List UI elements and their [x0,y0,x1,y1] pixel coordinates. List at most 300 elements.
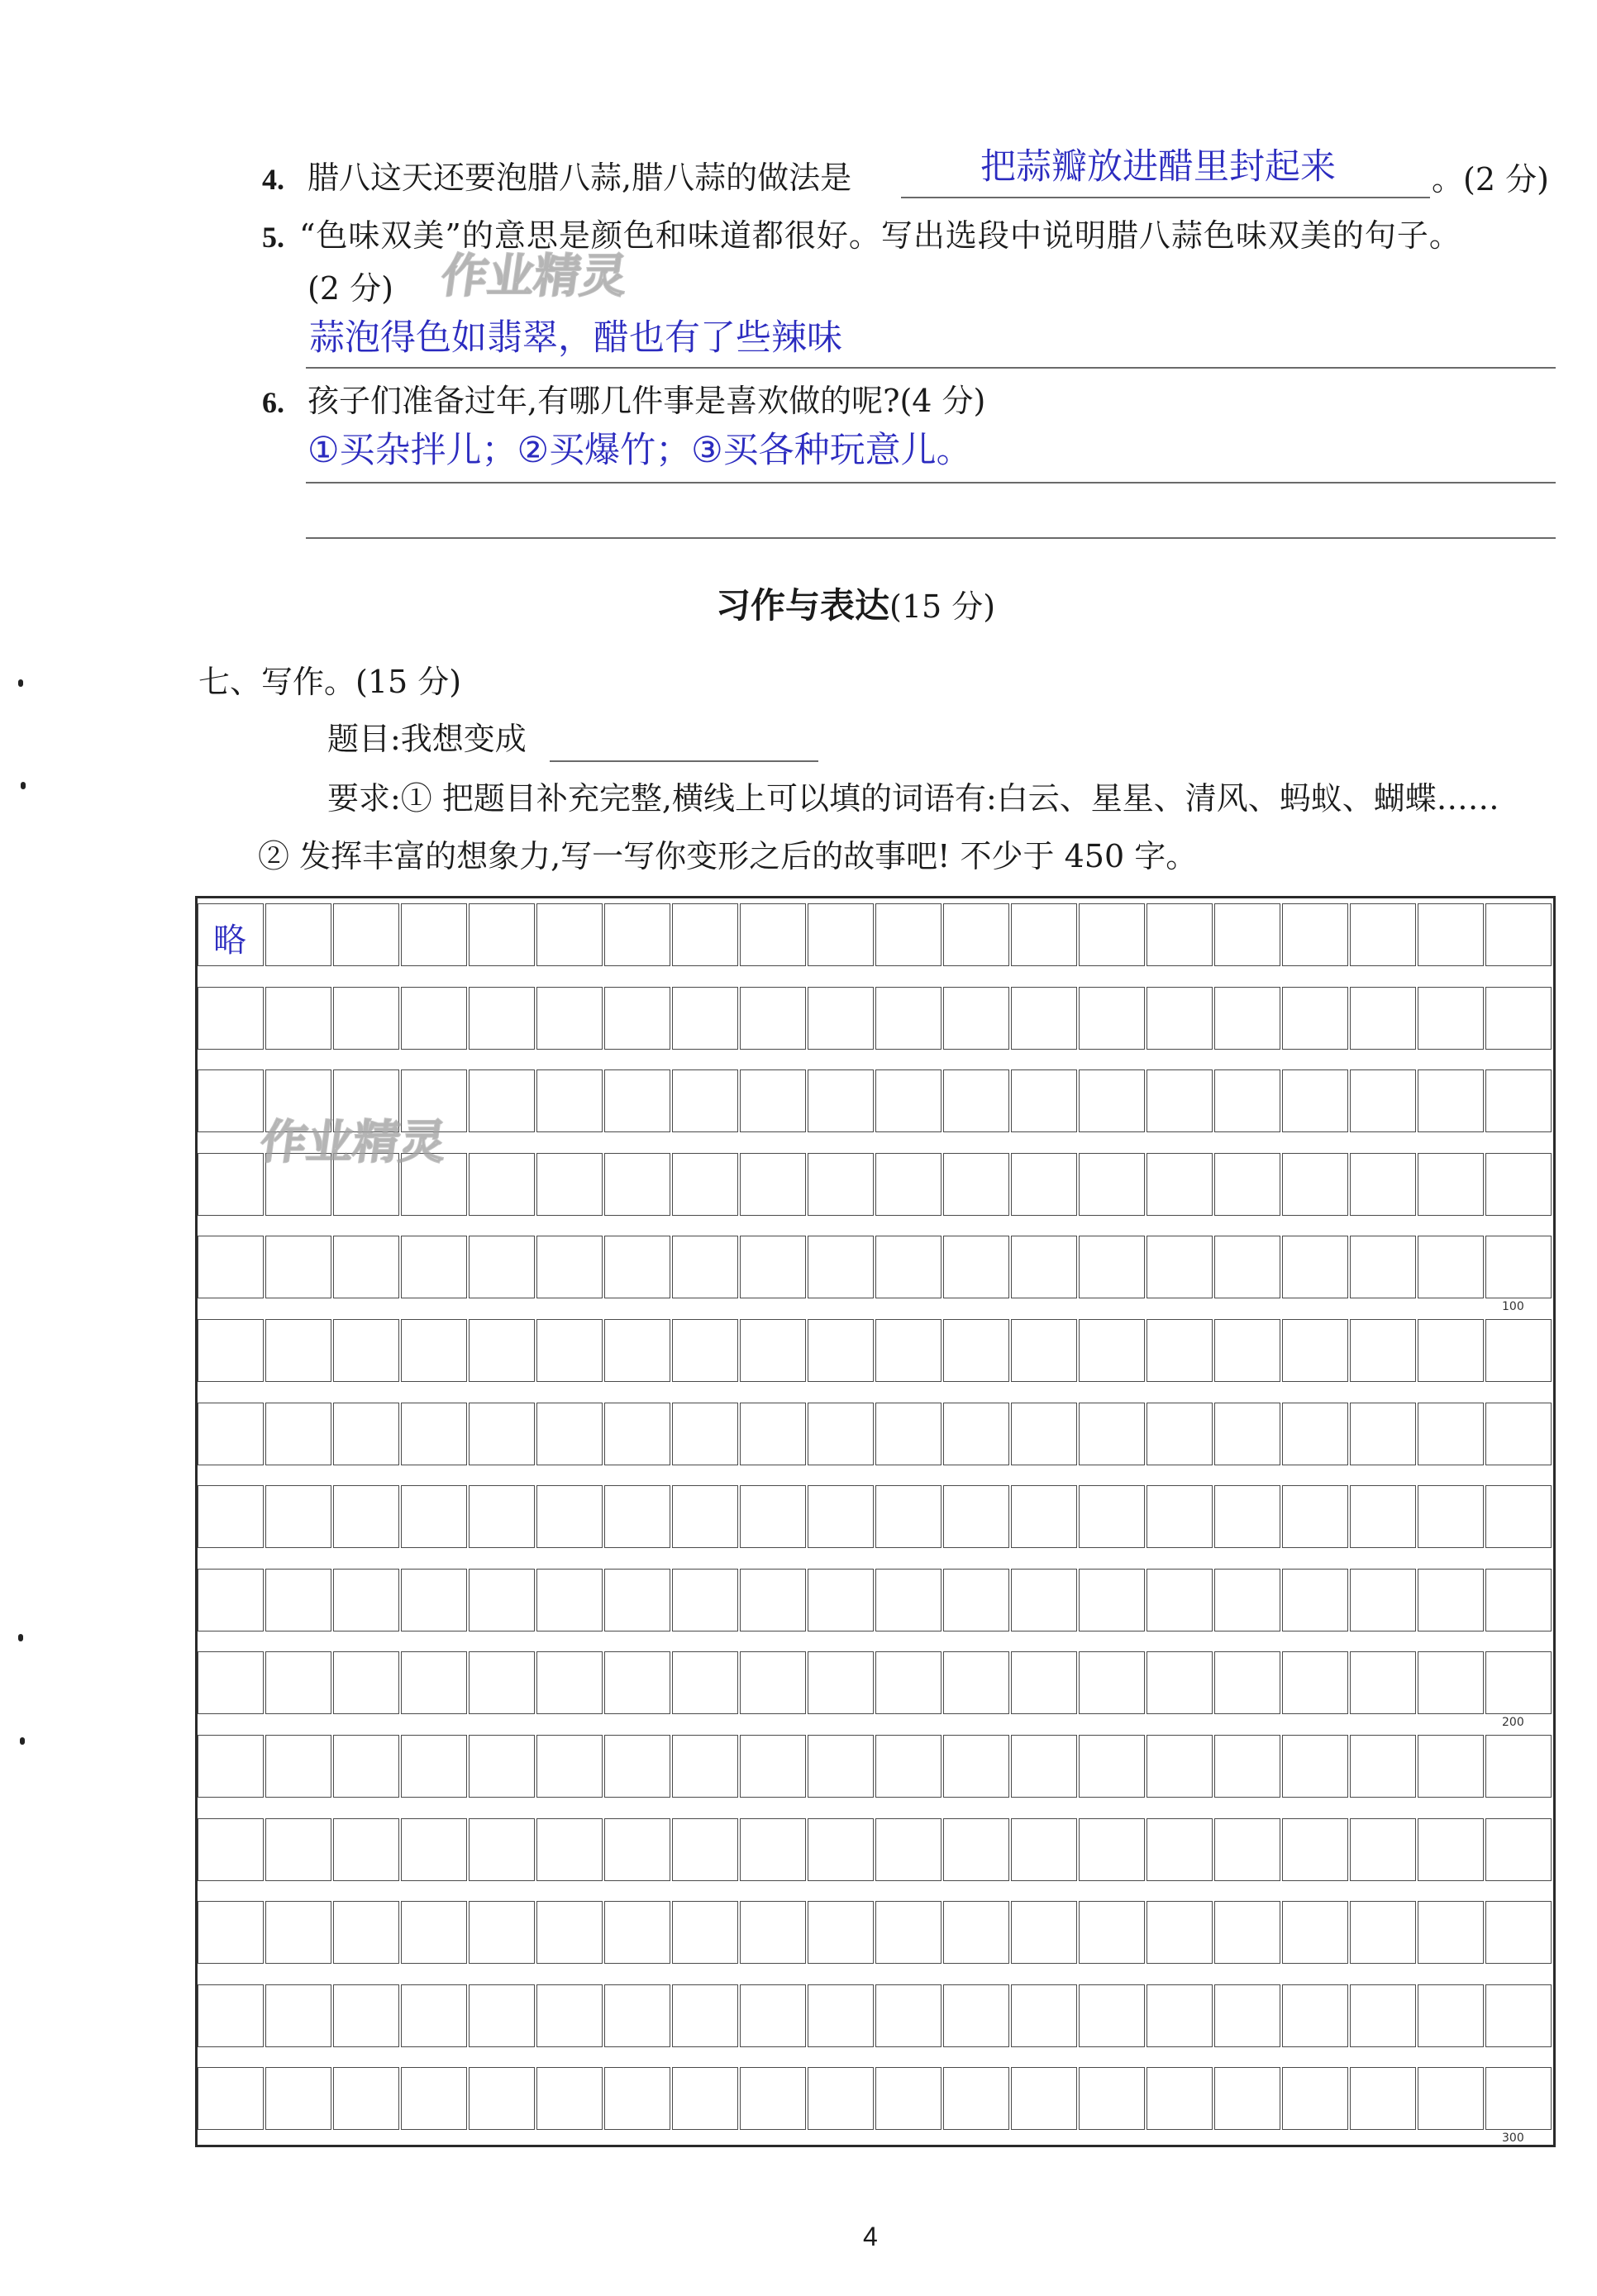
grid-cell [401,987,467,1050]
grid-cell [469,1485,535,1548]
grid-cell [1079,1569,1145,1631]
grid-cell [1214,1735,1280,1798]
grid-cell [1350,1069,1416,1132]
grid-cell [265,1818,331,1881]
grid-cell [1418,1153,1484,1216]
question-5-answer-line [306,367,1556,369]
grid-row [198,1651,1553,1714]
grid-cell [198,1153,264,1216]
question-5-answer: 蒜泡得色如翡翠，醋也有了些辣味 [309,317,842,359]
grid-cell [1079,2067,1145,2130]
grid-cell [672,1485,738,1548]
grid-cell [1350,1735,1416,1798]
question-6-answer-line-2 [306,537,1556,539]
grid-cell [536,1069,603,1132]
grid-cell [1350,987,1416,1050]
grid-cell [1418,1651,1484,1714]
grid-cell [808,1735,874,1798]
grid-cell [1147,1403,1213,1465]
grid-cell [401,2067,467,2130]
grid-cell [469,1984,535,2047]
grid-cell [740,1818,806,1881]
grid-cell [1147,1319,1213,1382]
grid-cell [1214,1403,1280,1465]
grid-cell [875,903,942,966]
grid-cell [1418,987,1484,1050]
grid-cell [672,1319,738,1382]
grid-cell [265,1901,331,1964]
grid-cell [333,1319,399,1382]
grid-cell [198,1569,264,1631]
grid-cell [265,1319,331,1382]
question-5-score: (2 分) [307,270,393,307]
grid-cell [198,1735,264,1798]
grid-cell [672,2067,738,2130]
grid-cell [333,1236,399,1298]
grid-cell [1282,1319,1348,1382]
grid-cell [875,2067,942,2130]
grid-cell [1011,1569,1077,1631]
grid-cell [604,1236,670,1298]
grid-cell [1350,1236,1416,1298]
grid-cell [875,1984,942,2047]
grid-cell [1147,1236,1213,1298]
grid-cell [265,1403,331,1465]
question-6-text: 孩子们准备过年,有哪几件事是喜欢做的呢?(4 分) [307,383,986,419]
grid-cell [604,1069,670,1132]
grid-cell [198,1485,264,1548]
grid-cell [740,1735,806,1798]
grid-cell [1079,1984,1145,2047]
grid-cell [943,1651,1009,1714]
writing-topic-blank [550,760,818,762]
question-4-answer: 把蒜瓣放进醋里封起来 [980,146,1336,188]
grid-cell [672,1984,738,2047]
grid-cell [808,2067,874,2130]
grid-cell [875,1319,942,1382]
grid-cell [333,1403,399,1465]
grid-cell [1079,1069,1145,1132]
watermark: 作业精灵 [437,250,631,303]
grid-cell [740,1403,806,1465]
grid-cell [672,1403,738,1465]
grid-cell [1350,1569,1416,1631]
grid-cell [536,903,603,966]
writing-requirement-2: ② 发挥丰富的想象力,写一写你变形之后的故事吧! 不少于 450 字。 [258,838,1198,874]
grid-cell [1350,1403,1416,1465]
grid-cell [1350,1818,1416,1881]
grid-cell [1214,1569,1280,1631]
grid-cell [1011,1984,1077,2047]
grid-cell [1485,1901,1552,1964]
grid-cell [1147,987,1213,1050]
question-4-answer-line [901,197,1430,198]
grid-cell [1485,1984,1552,2047]
grid-cell [536,1403,603,1465]
grid-cell [1282,1569,1348,1631]
grid-cell [469,903,535,966]
grid-cell [1214,1069,1280,1132]
grid-cell [1418,2067,1484,2130]
grid-cell [198,1651,264,1714]
grid-cell [1418,1569,1484,1631]
grid-cell [536,1319,603,1382]
grid-cell [740,1153,806,1216]
grid-cell [469,1901,535,1964]
grid-cell [333,1485,399,1548]
grid-cell [604,1319,670,1382]
grid-cell [1418,1069,1484,1132]
grid-cell [401,1319,467,1382]
grid-cell [1350,1651,1416,1714]
grid-cell [1282,1403,1348,1465]
grid-cell [401,1984,467,2047]
grid-cell [469,1651,535,1714]
grid-cell [672,1236,738,1298]
grid-cell [1079,1485,1145,1548]
grid-cell [469,1735,535,1798]
grid-cell [943,903,1009,966]
grid-row [198,1485,1553,1548]
grid-cell [808,1818,874,1881]
grid-word-count: 200 [1502,1716,1524,1730]
grid-cell [401,1735,467,1798]
question-5-number: 5. [262,221,284,254]
grid-cell [1418,1403,1484,1465]
section-score: (15 分) [889,588,996,625]
section-title-text: 习作与表达 [716,585,890,626]
grid-cell [198,1984,264,2047]
grid-cell [604,903,670,966]
grid-cell [265,2067,331,2130]
grid-cell [536,1485,603,1548]
grid-cell [808,987,874,1050]
grid-cell [672,1818,738,1881]
grid-cell [875,1735,942,1798]
grid-cell [1282,1485,1348,1548]
grid-cell [1485,1651,1552,1714]
grid-cell [604,1818,670,1881]
grid-cell [1418,1735,1484,1798]
grid-cell [740,987,806,1050]
grid-cell [536,1984,603,2047]
grid-cell [1079,1153,1145,1216]
grid-cell [536,2067,603,2130]
grid-cell [740,1901,806,1964]
grid-cell [469,1818,535,1881]
grid-row [198,987,1553,1050]
grid-cell [401,903,467,966]
grid-cell [1011,1651,1077,1714]
grid-cell [1214,1153,1280,1216]
grid-cell [265,987,331,1050]
grid-cell [604,2067,670,2130]
grid-cell [1214,987,1280,1050]
grid-cell [1282,1236,1348,1298]
grid-cell [1214,1651,1280,1714]
grid-cell [1485,987,1552,1050]
grid-cell [1418,1236,1484,1298]
grid-answer: 略 [213,922,246,960]
grid-cell [1147,1818,1213,1881]
grid-cell [1350,1901,1416,1964]
grid-cell [1282,1069,1348,1132]
grid-cell [265,1651,331,1714]
grid-cell [943,1069,1009,1132]
grid-cell [943,1319,1009,1382]
grid-row [198,1818,1553,1881]
writing-heading: 七、写作。(15 分) [198,664,462,700]
grid-cell [333,1651,399,1714]
grid-cell [198,1818,264,1881]
grid-row [198,1901,1553,1964]
grid-cell [1485,1735,1552,1798]
grid-cell [1011,903,1077,966]
grid-cell [198,1403,264,1465]
grid-row [198,903,1553,966]
grid-cell [943,1735,1009,1798]
question-4-number: 4. [262,163,284,196]
grid-cell [875,1403,942,1465]
question-4-text: 腊八这天还要泡腊八蒜,腊八蒜的做法是 [307,160,852,196]
grid-cell [1485,1319,1552,1382]
grid-cell [1147,1569,1213,1631]
grid-cell [401,1569,467,1631]
grid-cell [1282,1901,1348,1964]
grid-cell [1282,1984,1348,2047]
grid-cell [1147,1069,1213,1132]
grid-cell [808,1651,874,1714]
grid-cell [1282,2067,1348,2130]
grid-cell [1147,1651,1213,1714]
grid-cell [1011,1069,1077,1132]
margin-mark [18,1634,23,1641]
grid-cell [469,1069,535,1132]
grid-cell [604,1735,670,1798]
grid-cell [1282,1735,1348,1798]
grid-cell [401,1901,467,1964]
grid-cell [808,1153,874,1216]
grid-cell [875,987,942,1050]
grid-cell [333,1569,399,1631]
grid-row [198,1319,1553,1382]
grid-cell [265,1984,331,2047]
grid-cell [943,1818,1009,1881]
question-5-text: “色味双美”的意思是颜色和味道都很好。写出选段中说明腊八蒜色味双美的句子。 [299,217,1461,254]
grid-cell [1418,1485,1484,1548]
grid-cell [1079,1236,1145,1298]
grid-cell [604,1153,670,1216]
grid-cell [808,1403,874,1465]
page-number: 4 [863,2222,878,2251]
grid-row [198,2067,1553,2130]
grid-cell [1011,1818,1077,1881]
grid-cell [1485,1818,1552,1881]
grid-cell [1011,1901,1077,1964]
grid-cell [1147,1485,1213,1548]
grid-cell [333,1984,399,2047]
grid-cell [1147,1153,1213,1216]
margin-mark [21,782,26,789]
grid-cell [1214,2067,1280,2130]
grid-cell [604,1901,670,1964]
grid-cell [740,1984,806,2047]
grid-cell [536,1569,603,1631]
grid-cell [198,903,264,966]
grid-cell [672,1569,738,1631]
grid-cell [604,1984,670,2047]
grid-cell [1418,1818,1484,1881]
grid-cell [672,1735,738,1798]
grid-cell [469,1403,535,1465]
grid-cell [943,987,1009,1050]
margin-mark [18,679,23,687]
grid-cell [604,1569,670,1631]
grid-cell [333,1818,399,1881]
grid-cell [875,1069,942,1132]
grid-cell [1418,1319,1484,1382]
grid-cell [808,1319,874,1382]
grid-cell [875,1569,942,1631]
grid-row [198,1569,1553,1631]
composition-grid [195,896,1556,2147]
grid-cell [1282,1651,1348,1714]
grid-cell [1079,1735,1145,1798]
grid-cell [1485,2067,1552,2130]
grid-cell [198,1901,264,1964]
grid-cell [808,1069,874,1132]
grid-cell [198,2067,264,2130]
grid-cell [672,1153,738,1216]
grid-cell [672,1651,738,1714]
grid-word-count: 300 [1502,2132,1524,2146]
section-title [716,579,995,628]
grid-cell [1079,1818,1145,1881]
grid-cell [1214,903,1280,966]
grid-cell [740,1485,806,1548]
writing-requirement-1: 要求:① 把题目补充完整,横线上可以填的词语有:白云、星星、清风、蚂蚁、蝴蝶…… [327,780,1499,817]
grid-cell [604,1403,670,1465]
grid-cell [1282,1818,1348,1881]
grid-cell [672,1901,738,1964]
grid-cell [1214,1818,1280,1881]
grid-cell [740,1236,806,1298]
grid-cell [536,1651,603,1714]
grid-cell [1485,903,1552,966]
grid-cell [1350,1319,1416,1382]
writing-topic: 题目:我想变成 [327,721,527,757]
grid-cell [875,1153,942,1216]
grid-cell [604,1485,670,1548]
grid-row [198,1403,1553,1465]
grid-cell [1079,1319,1145,1382]
grid-cell [808,1236,874,1298]
grid-row [198,1735,1553,1798]
grid-cell [198,987,264,1050]
grid-cell [875,1236,942,1298]
grid-cell [536,1735,603,1798]
grid-cell [333,1735,399,1798]
grid-cell [1011,2067,1077,2130]
grid-cell [1485,1403,1552,1465]
grid-cell [1485,1236,1552,1298]
grid-cell [1350,2067,1416,2130]
grid-cell [333,1901,399,1964]
grid-cell [1011,987,1077,1050]
grid-cell [1011,1236,1077,1298]
grid-cell [401,1236,467,1298]
grid-cell [943,1901,1009,1964]
grid-cell [875,1651,942,1714]
grid-cell [469,1319,535,1382]
grid-cell [1011,1403,1077,1465]
grid-cell [1147,1901,1213,1964]
question-6-answer: ①买杂拌儿；②买爆竹；③买各种玩意儿。 [307,430,972,471]
grid-cell [198,1319,264,1382]
grid-cell [1214,1236,1280,1298]
grid-cell [265,1569,331,1631]
grid-cell [1282,1153,1348,1216]
grid-cell [1214,1901,1280,1964]
grid-cell [265,1485,331,1548]
grid-cell [1214,1319,1280,1382]
grid-cell [943,1569,1009,1631]
grid-cell [401,1485,467,1548]
grid-cell [1485,1569,1552,1631]
grid-cell [1418,1901,1484,1964]
grid-cell [469,1236,535,1298]
grid-cell [469,2067,535,2130]
grid-cell [1350,1485,1416,1548]
grid-cell [1485,1069,1552,1132]
grid-cell [1350,1984,1416,2047]
grid-cell [265,1236,331,1298]
grid-cell [265,1735,331,1798]
grid-cell [1418,1984,1484,2047]
grid-cell [808,903,874,966]
grid-cell [943,1236,1009,1298]
grid-cell [469,1569,535,1631]
grid-cell [943,2067,1009,2130]
grid-cell [740,1569,806,1631]
grid-cell [672,903,738,966]
question-6-answer-line-1 [306,482,1556,483]
question-6-number: 6. [262,386,284,419]
grid-cell [1147,1984,1213,2047]
margin-mark [20,1737,25,1745]
grid-cell [1079,1901,1145,1964]
grid-cell [536,1236,603,1298]
grid-row [198,1236,1553,1298]
grid-cell [1350,1153,1416,1216]
grid-cell [1079,987,1145,1050]
grid-cell [401,1651,467,1714]
grid-cell [1418,903,1484,966]
grid-cell [1079,1651,1145,1714]
grid-cell [740,2067,806,2130]
grid-cell [1147,903,1213,966]
grid-cell [198,1069,264,1132]
grid-cell [943,1984,1009,2047]
grid-cell [604,1651,670,1714]
grid-cell [536,1818,603,1881]
grid-cell [1350,903,1416,966]
grid-cell [333,903,399,966]
grid-cell [943,1403,1009,1465]
grid-cell [401,1818,467,1881]
grid-cell [1214,1984,1280,2047]
grid-cell [1011,1319,1077,1382]
